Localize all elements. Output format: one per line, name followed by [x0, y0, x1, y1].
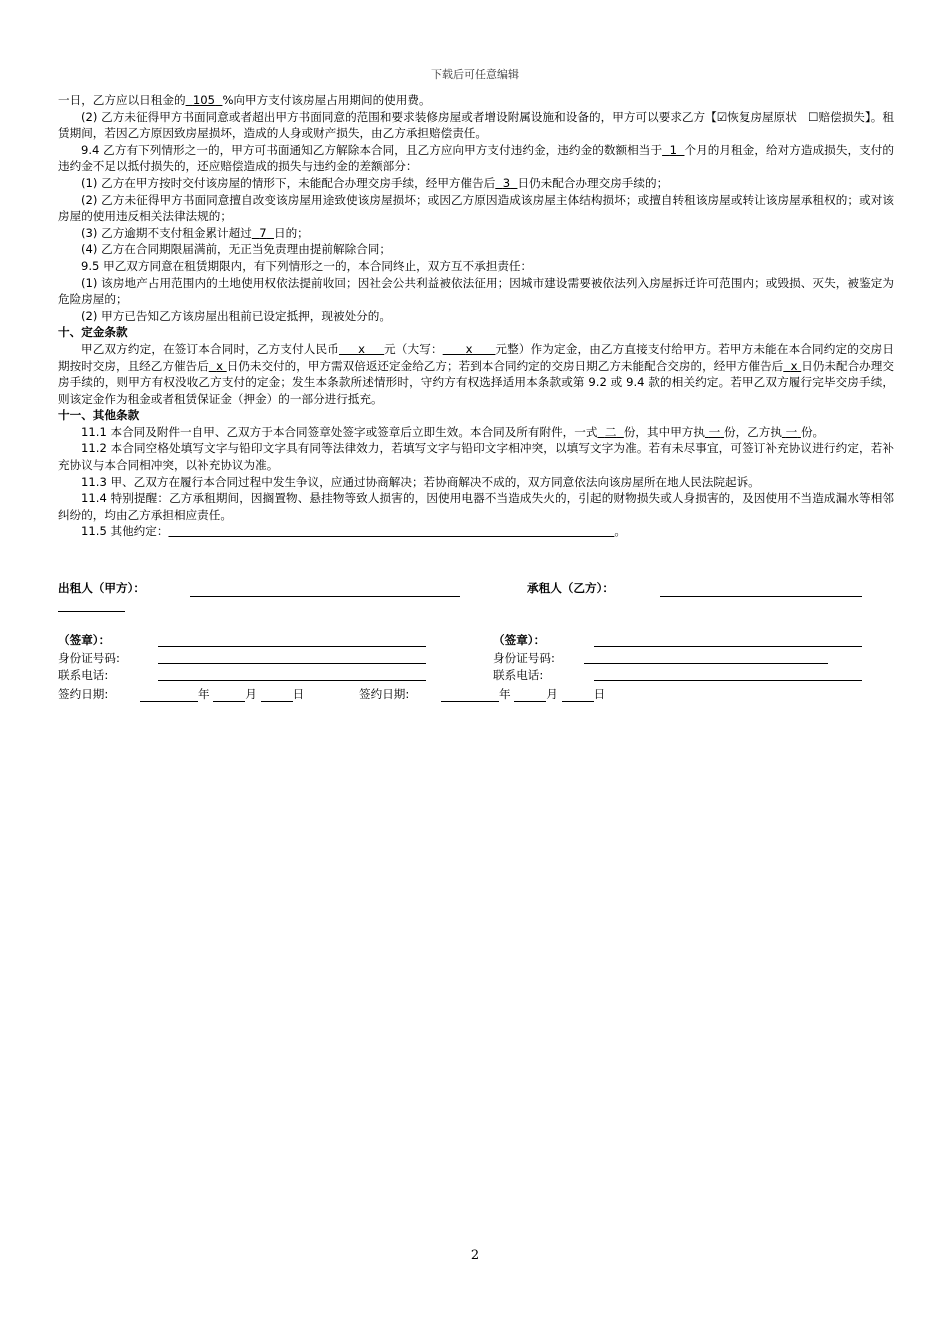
clause-line: (4) 乙方在合同期限届满前，无正当免责理由提前解除合同； [81, 242, 391, 257]
value: x [465, 341, 473, 356]
contract-body [58, 92, 894, 540]
day-label: 日 [593, 687, 606, 701]
fill-value [597, 425, 623, 439]
clause-line [58, 109, 894, 142]
seal-line-left[interactable] [158, 646, 426, 647]
value: 7 [259, 225, 267, 240]
text: 元（大写： [384, 341, 443, 356]
day-blank[interactable] [261, 689, 293, 702]
value: 一 [785, 424, 798, 439]
fill-value [209, 359, 227, 373]
text: 甲乙双方约定，在签订本合同时，乙方支付人民币 [81, 341, 339, 356]
value: 3 [502, 175, 511, 190]
text: (2) 乙方未征得甲方书面同意或者超出甲方书面同意的范围和要求装修房屋或者增设附属设施和设备的，甲方可以要求乙方【 [81, 109, 717, 124]
fill-value [662, 143, 684, 157]
year-blank[interactable] [441, 689, 499, 702]
fill-value [252, 226, 274, 240]
sign-date-left [58, 686, 304, 702]
id-line-right[interactable] [584, 663, 828, 664]
unchecked-box-icon[interactable]: ☐ [808, 109, 819, 124]
option-label: 赔偿损失 [818, 109, 865, 124]
clause-line [58, 341, 894, 407]
seal-line-right[interactable] [594, 646, 862, 647]
fill-value [186, 93, 223, 107]
clause-line [58, 225, 894, 242]
fill-value [495, 176, 517, 190]
page-number: 2 [470, 1248, 480, 1263]
value: 105 [192, 93, 216, 107]
year-label: 年 [498, 687, 511, 701]
day-blank[interactable] [562, 689, 594, 702]
fill-value [783, 359, 801, 373]
text: 份，其中甲方执 [623, 424, 705, 439]
text: 9.4 乙方有下列情形之一的，甲方可书面通知乙方解除本合同，且乙方应向甲方支付违约金，违约金的数额相当于 [81, 142, 663, 157]
id-label-right: 身份证号码: [493, 651, 555, 665]
phone-label-left: 联系电话: [58, 668, 109, 682]
text: 一日，乙方应以日租金的 [58, 93, 186, 107]
text: 份，乙方执 [723, 424, 782, 439]
clause-line: 11.2 本合同空格处填写文字与铅印文字具有同等法律效力，若填写文字与铅印文字相冲突，以填写文字为准。若有未尽事宜，可签订补充协议进行约定，若补充协议与本合同相冲突，以补充协议为准。 [58, 441, 894, 473]
text: 日仍未配合办理交房手续的； [517, 175, 669, 190]
clause-line: (2) 甲方已告知乙方该房屋出租前已设定抵押，现被处分的。 [81, 308, 391, 323]
sign-date-right [359, 686, 605, 702]
section-heading: 十一、其他条款 [58, 408, 140, 423]
clause-line: 11.3 甲、乙双方在履行本合同过程中发生争议，应通过协商解决；若协商解决不成的，双方同意依法向该房屋所在地人民法院起诉。 [81, 474, 760, 489]
phone-line-right[interactable] [594, 680, 862, 681]
value: x [358, 341, 365, 356]
seal-label-left: （签章）： [58, 633, 111, 647]
clause-line: (2) 乙方未征得甲方书面同意擅自改变该房屋用途致使该房屋损坏；或因乙方原因造成该房屋主体结构损坏；或擅自转租该房屋或转让该房屋承租权的；或对该房屋的使用违反相关法律法规的； [58, 192, 894, 224]
text: 份。 [800, 424, 825, 439]
month-label: 月 [245, 687, 257, 701]
month-blank[interactable] [213, 689, 245, 702]
text: 】。租赁期间，若因乙方原因致房屋损坏，造成的人身或财产损失，由乙方承担赔偿责任。 [58, 109, 894, 141]
text: 11.1 本合同及附件一自甲、乙双方于本合同签章处签字或签章后立即生效。本合同及所有附件，一式 [81, 424, 598, 439]
lessee-signature-line[interactable] [660, 596, 862, 597]
phone-line-left[interactable] [158, 680, 426, 681]
id-label-left: 身份证号码: [58, 651, 120, 665]
value: 1 [669, 142, 677, 157]
clause-line [58, 92, 894, 109]
page-header: 下载后可任意编辑 [431, 68, 519, 81]
clause-line [58, 523, 894, 540]
clause-line: 11.4 特别提醒：乙方承租期间，因搁置物、悬挂物等致人损害的，因使用电器不当造成失火的，引起的财物损失或人身损害的，及因使用不当造成漏水等相邻纠纷的，均由乙方承担相应责任。 [58, 491, 894, 522]
year-blank[interactable] [140, 689, 198, 702]
fill-value [443, 342, 496, 356]
day-label: 日 [292, 687, 305, 701]
text: 。 [614, 524, 627, 539]
clause-line [58, 424, 894, 441]
clause-line [58, 175, 894, 192]
checked-box-icon[interactable]: ☑ [716, 109, 728, 124]
date-label: 签约日期: [359, 687, 410, 701]
phone-label-right: 联系电话: [493, 668, 544, 682]
value: 二 [604, 424, 617, 439]
text: %向甲方支付该房屋占用期间的使用费。 [222, 93, 431, 107]
value: x [216, 358, 223, 373]
text: 日仍未配合办理交房手续的，则甲方有权没收乙方支付的定金；发生本条款所述情形时，守约方有权选择适用本条款或第 9.2 或 9.4 款的相关约定。若甲乙双方履行完毕交房手续，则该定金作为租金或者租赁保证金（押金）的一部分进行抵充。 [58, 358, 894, 406]
text: 日仍未交付的，甲方需双倍返还定金给乙方；若到本合同约定的交房日期乙方未能配合交房的，经甲方催告后 [226, 358, 784, 373]
section-heading: 十、定金条款 [58, 325, 128, 340]
clause-line: (1) 该房地产占用范围内的土地使用权依法提前收回；因社会公共利益被依法征用；因城市建设需要被依法列入房屋拆迁许可范围内；或毁损、灭失，被鉴定为危险房屋的； [58, 275, 894, 307]
text: (1) 乙方在甲方按时交付该房屋的情形下，未能配合办理交房手续，经甲方催告后 [81, 175, 496, 190]
value: x [790, 358, 798, 373]
year-label: 年 [197, 687, 210, 701]
value: 一 [708, 424, 721, 439]
lessee-signature-line-cont[interactable] [58, 611, 125, 612]
clause-line [58, 142, 894, 175]
lessor-signature-line[interactable] [190, 596, 460, 597]
lessor-label: 出租人（甲方）： [58, 581, 145, 595]
text: 元整）作为定金，由乙方直接支付给甲方。若甲方未能在本合同约定的交房日期按时交房，且经乙方催告后 [58, 341, 894, 373]
date-label: 签约日期: [58, 687, 109, 701]
text: 日的； [273, 225, 309, 240]
month-label: 月 [546, 687, 558, 701]
clause-line: 9.5 甲乙双方同意在租赁期限内，有下列情形之一的，本合同终止，双方互不承担责任： [81, 258, 533, 273]
text: 个月的月租金，给对方造成损失，支付的违约金不足以抵付损失的，还应赔偿造成的损失与违约金的差额部分： [58, 142, 894, 174]
fill-value [705, 425, 724, 439]
option-label: 恢复房屋原状 [727, 109, 797, 124]
text: 11.5 其他约定： [81, 524, 169, 539]
fill-value [339, 342, 384, 356]
seal-label-right: （签章）： [493, 633, 546, 647]
other-terms-blank[interactable] [168, 524, 614, 538]
month-blank[interactable] [514, 689, 546, 702]
lessee-label: 承租人（乙方）： [527, 581, 614, 595]
fill-value [782, 425, 801, 439]
id-line-left[interactable] [158, 663, 426, 664]
text: (3) 乙方逾期不支付租金累计超过 [81, 225, 252, 240]
